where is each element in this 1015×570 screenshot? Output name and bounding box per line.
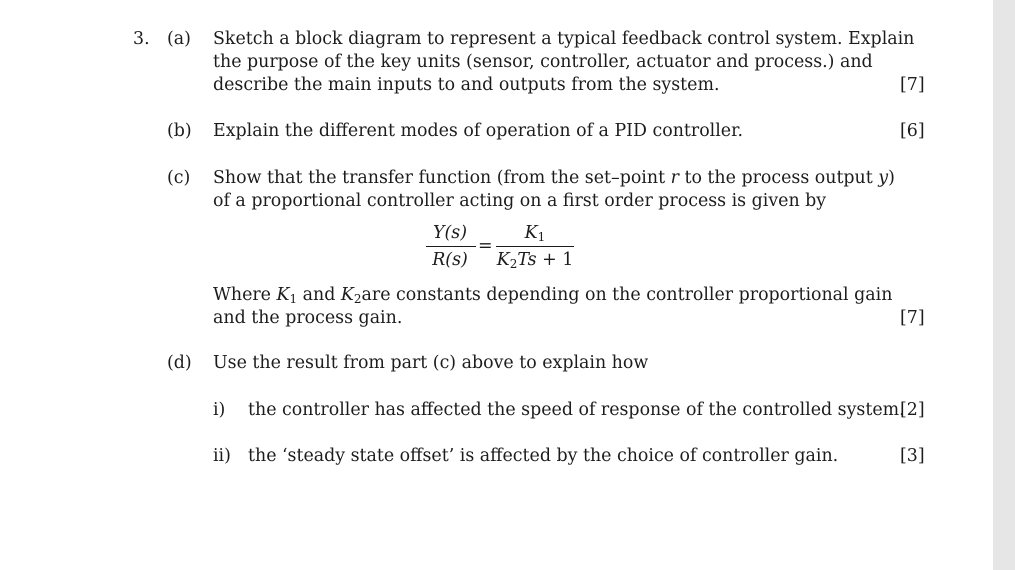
part-a-line-1: Sketch a block diagram to represent a typical feedback control system. Explain [213, 29, 915, 49]
part-a-line-2: the purpose of the key units (sensor, controller, actuator and process.) and [213, 52, 873, 72]
where-k2-subscript: 2 [353, 292, 362, 306]
part-d-item-2-marks: [3] [900, 446, 925, 466]
part-d-item-1-label: i) [213, 400, 226, 420]
part-a-line-3: describe the main inputs to and outputs from the system. [213, 75, 720, 95]
rhs-fraction-bar [496, 246, 574, 247]
part-c-line-1-post: ) [888, 168, 895, 188]
part-c-line-1-mid: to the process output [678, 168, 879, 188]
part-b-line-1: Explain the different modes of operation of a PID controller. [213, 121, 744, 141]
where-mid: and [297, 285, 341, 305]
k1-symbol: K [524, 223, 538, 243]
plus-one-term: + 1 [536, 250, 574, 270]
question-number: 3. [133, 29, 150, 49]
k2-symbol: K [496, 250, 510, 270]
k2-subscript: 2 [509, 257, 518, 271]
part-c-marks: [7] [900, 308, 925, 328]
where-k1-symbol: K [276, 285, 290, 305]
part-c-line-1 [213, 167, 895, 189]
where-pre: Where [213, 285, 277, 305]
part-d-item-2-label: ii) [213, 446, 231, 466]
part-d-item-1-marks: [2] [900, 400, 925, 420]
part-d-intro: Use the result from part (c) above to explain how [213, 353, 649, 373]
where-k1-subscript: 1 [289, 292, 298, 306]
k1-subscript: 1 [537, 230, 546, 244]
part-c-line-1-pre: Show that the transfer function (from the set–point [213, 168, 671, 188]
part-c-line-2: of a proportional controller acting on a first order process is given by [213, 191, 827, 211]
part-a-marks: [7] [900, 75, 925, 95]
part-d-item-2-text: the ‘steady state offset’ is affected by the choice of controller gain. [248, 446, 839, 466]
part-c-label: (c) [167, 168, 191, 188]
setpoint-variable: r [670, 168, 679, 188]
output-variable: y [878, 168, 889, 188]
lhs-fraction-bar [426, 246, 476, 247]
rhs-denominator [494, 249, 576, 275]
part-b-marks: [6] [900, 121, 925, 141]
part-d-item-1-text: the controller has affected the speed of response of the controlled system. [248, 400, 905, 420]
part-b-label: (b) [167, 121, 192, 141]
where-k2-symbol: K [340, 285, 354, 305]
part-c-where-line-2: and the process gain. [213, 308, 403, 328]
lhs-denominator: R(s) [432, 250, 468, 270]
ts-term: Ts [517, 250, 537, 270]
part-a-label: (a) [167, 29, 191, 49]
lhs-numerator: Y(s) [433, 223, 467, 243]
equals-sign: = [478, 236, 493, 256]
part-d-label: (d) [167, 353, 192, 373]
rhs-numerator [494, 222, 576, 248]
where-post: are constants depending on the controller proportional gain [361, 285, 893, 305]
